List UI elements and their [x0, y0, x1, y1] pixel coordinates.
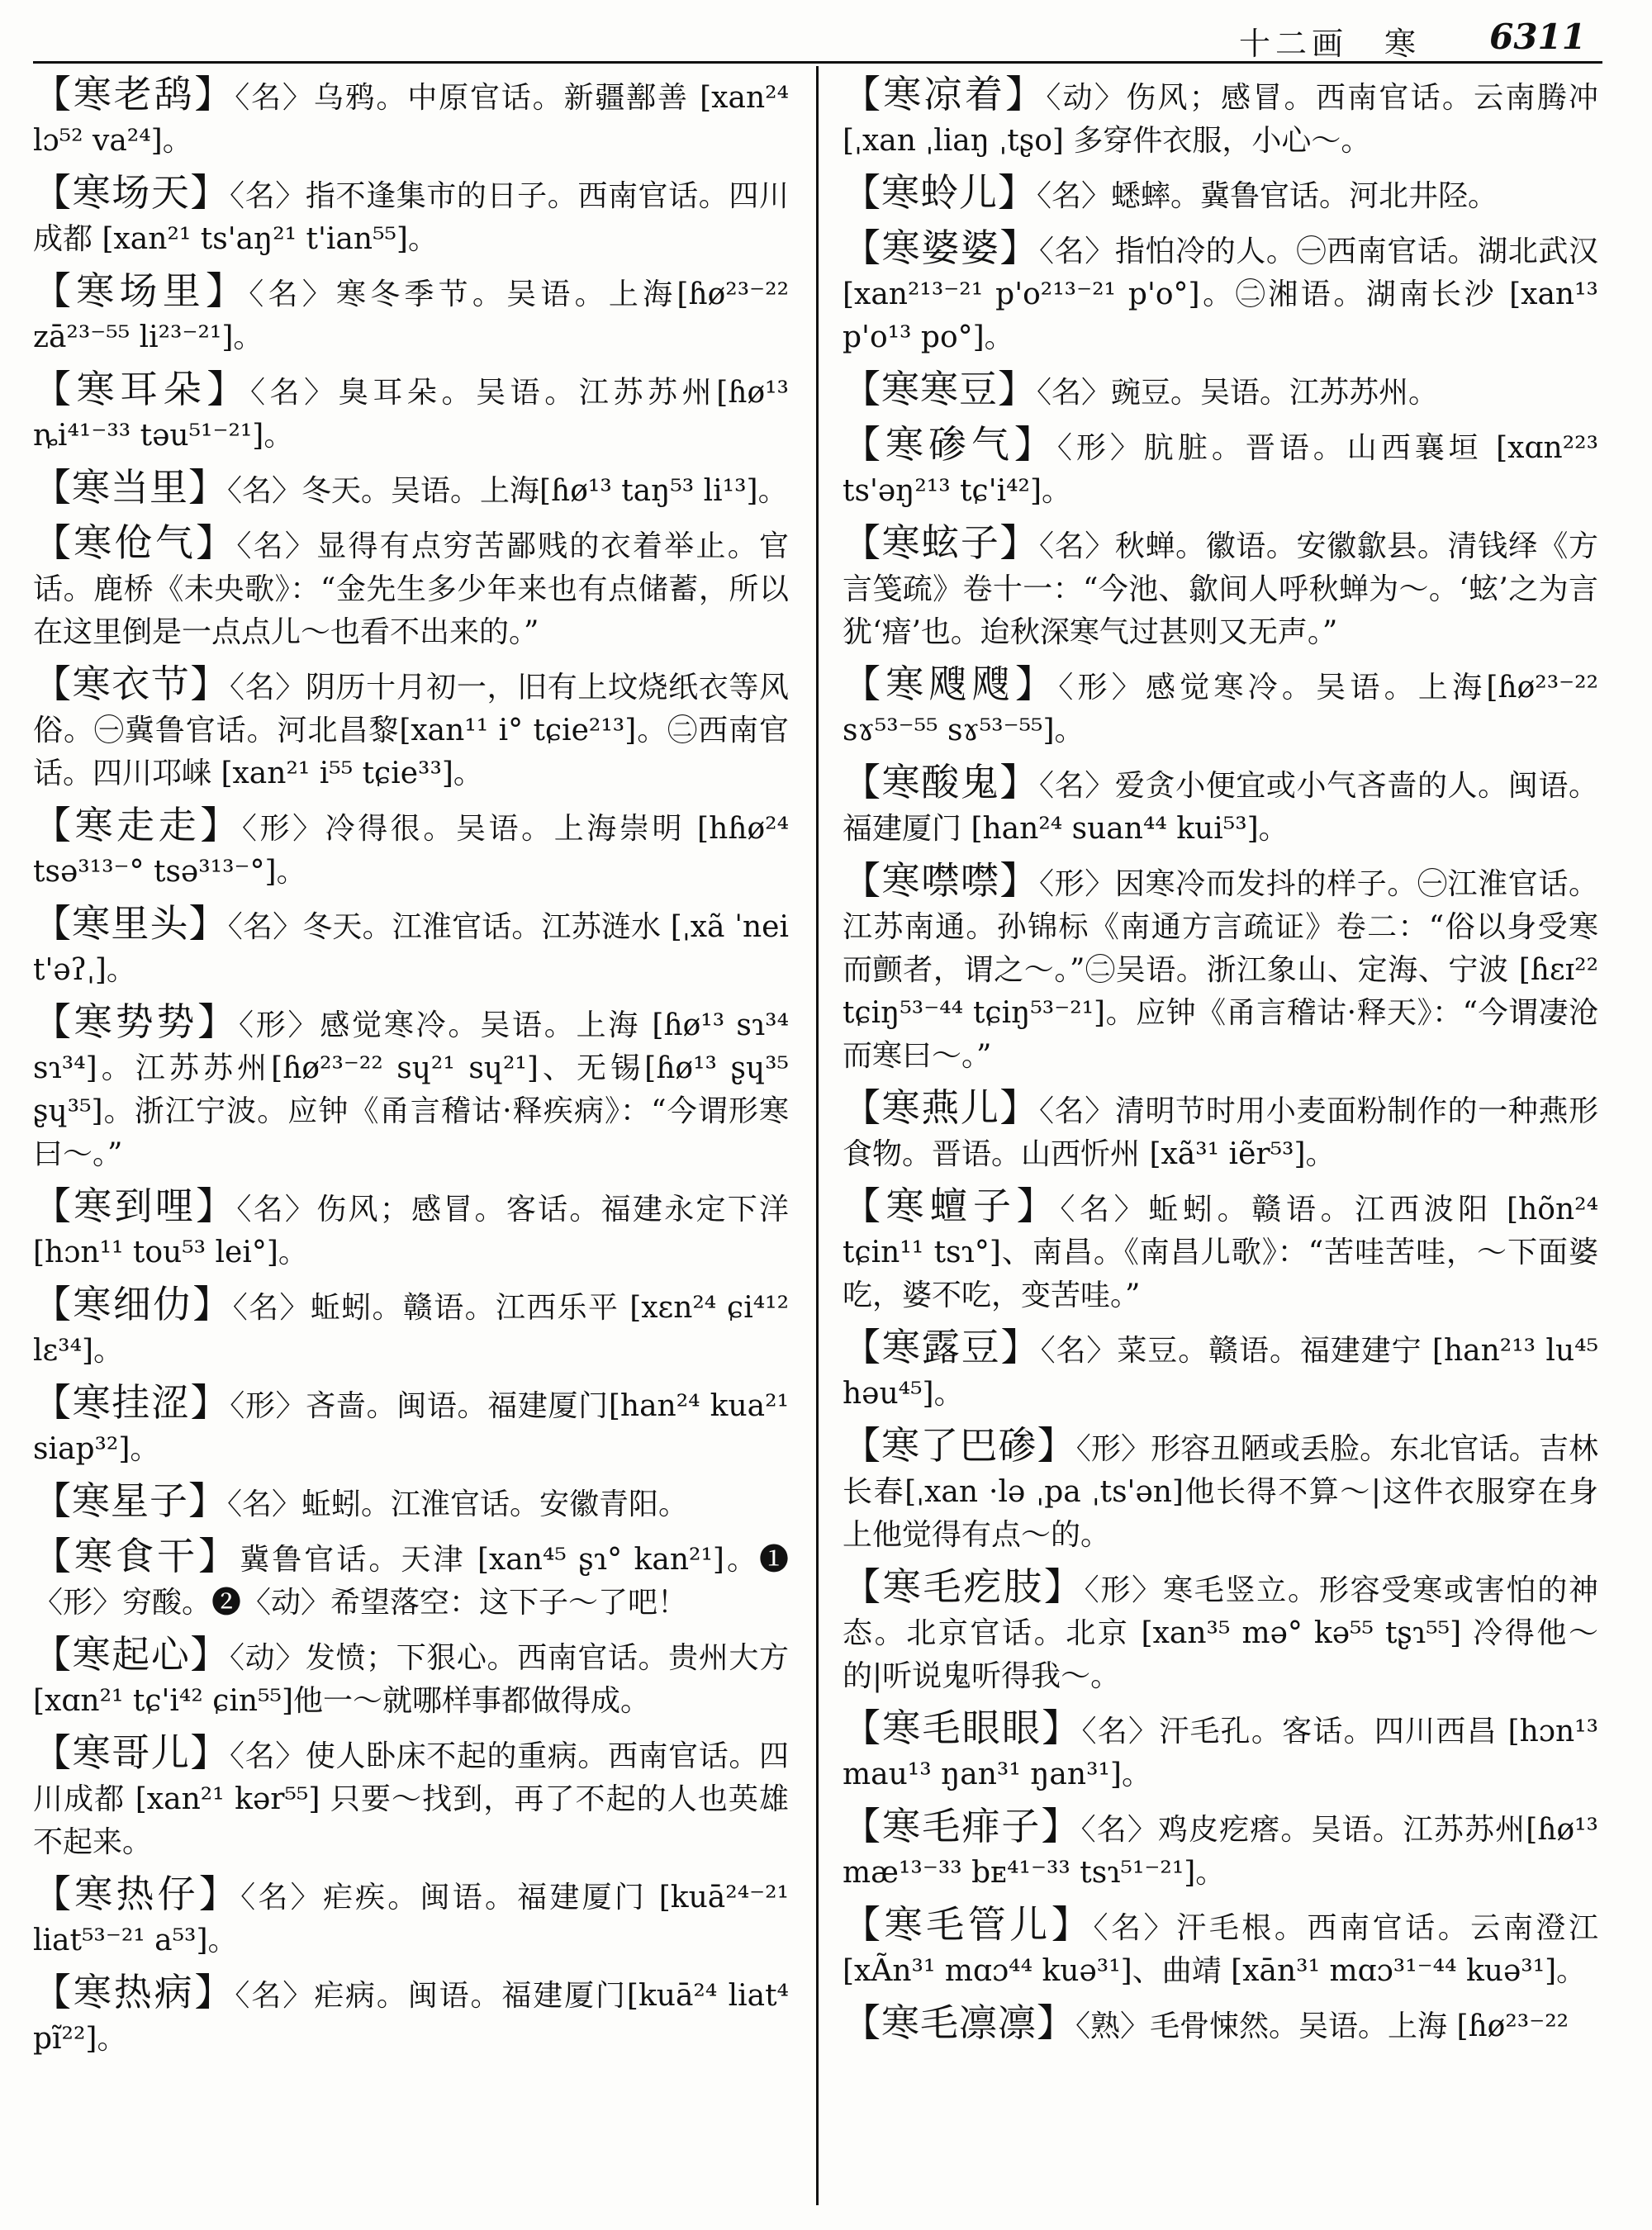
entry-headword: 【寒了巴碜】 [843, 1423, 1076, 1468]
dictionary-entry [33, 1971, 789, 2061]
entry-headword: 【寒里头】 [33, 901, 228, 946]
dictionary-entry [33, 1184, 789, 1274]
entry-definition: 〈名〉显得有点穷苦鄙贱的衣着举止。官话。鹿桥《未央歌》：“金先生多少年来也有点储蓄，所以在这里倒是一点点儿～也看不出来的。” [33, 529, 789, 649]
column-divider [816, 66, 819, 2205]
section-title: 十二画 寒 [1238, 26, 1421, 62]
entry-definition: 〈熟〉毛骨悚然。吴语。上海 [ɦø²³⁻²² [1075, 2009, 1569, 2043]
dictionary-entry [843, 226, 1598, 359]
entry-definition: 〈动〉伤风；感冒。西南官话。云南腾冲 [ˌxan ˌliaŋ ˌtʂo] 多穿件衣服，小心～。 [843, 81, 1598, 158]
entry-definition: 〈名〉汗毛孔。客话。四川西昌 [hɔn¹³ mau¹³ ŋan³¹ ŋan³¹]。 [843, 1715, 1599, 1791]
entry-definition: 〈名〉汗毛根。西南官话。云南澄江 [xÃn³¹ mɑɔ⁴⁴ kuə³¹]、曲靖 [xān³¹ mɑɔ³¹⁻⁴⁴ kuə³¹]。 [843, 1911, 1598, 1988]
entry-headword: 【寒场天】 [33, 170, 230, 215]
dictionary-entry [843, 521, 1598, 654]
entry-definition: 〈名〉疟疾。闽语。福建厦门 [kuā²⁴⁻²¹ liat⁵³⁻²¹ a⁵³]。 [33, 1881, 789, 1957]
dictionary-entry [33, 1872, 789, 1962]
entry-definition: 〈名〉蚯蚓。赣语。江西乐平 [xɛn²⁴ ɕi⁴¹² lɛ³⁴]。 [33, 1291, 790, 1368]
entry-headword: 【寒耳朵】 [33, 367, 250, 411]
dictionary-entry [843, 1326, 1598, 1416]
dictionary-entry [33, 662, 789, 795]
dictionary-entry [33, 1633, 789, 1723]
entry-definition: 〈形〉寒毛竖立。形容受寒或害怕的神态。北京官话。北京 [xan³⁵ mə° kə⁵⁵ tʂɿ⁵⁵] 冷得他～的|听说鬼听得我～。 [843, 1573, 1598, 1693]
entry-headword: 【寒碜气】 [843, 422, 1057, 467]
dictionary-entry [843, 73, 1598, 163]
entry-headword: 【寒露豆】 [843, 1325, 1041, 1369]
entry-headword: 【寒当里】 [33, 465, 227, 510]
dictionary-entry [33, 1535, 789, 1625]
entry-definition: 〈名〉菜豆。赣语。福建建宁 [han²¹³ lu⁴⁵ həu⁴⁵]。 [843, 1334, 1598, 1411]
entry-definition: 〈名〉爱贪小便宜或小气吝啬的人。闽语。福建厦门 [han²⁴ suan⁴⁴ kui⁵³]。 [843, 769, 1598, 846]
entry-headword: 【寒毛管儿】 [843, 1902, 1094, 1947]
dictionary-entry [843, 2001, 1598, 2048]
entry-definition: 〈名〉使人卧床不起的重病。西南官话。四川成都 [xan²¹ kər⁵⁵] 只要～找到，再了不起的人也英雄不起来。 [33, 1739, 789, 1859]
entry-definition: 〈动〉发愤；下狠心。西南官话。贵州大方 [xɑn²¹ tɕ'i⁴² ɕin⁵⁵]他一～就哪样事都做得成。 [33, 1641, 789, 1718]
entry-headword: 【寒毛痱子】 [843, 1804, 1081, 1848]
entry-headword: 【寒婆婆】 [843, 225, 1040, 270]
entry-definition: 〈名〉豌豆。吴语。江苏苏州。 [1037, 376, 1439, 410]
dictionary-entry [33, 521, 789, 654]
entry-headword: 【寒寒豆】 [843, 367, 1037, 411]
entry-headword: 【寒势势】 [33, 999, 239, 1044]
dictionary-entry [33, 804, 789, 894]
entry-headword: 【寒到哩】 [33, 1184, 237, 1228]
dictionary-entry [843, 171, 1598, 218]
entry-definition: 〈名〉蚯蚓。江淮官话。安徽青阳。 [227, 1487, 689, 1521]
entry-headword: 【寒飕飕】 [843, 662, 1059, 706]
entry-definition: 〈名〉指怕冷的人。㊀西南官话。湖北武汉 [xan²¹³⁻²¹ p'o²¹³⁻²¹ p'o°]。㊁湘语。湖南长沙 [xan¹³ p'o¹³ po°]。 [843, 235, 1598, 354]
entry-definition: 〈形〉感觉寒冷。吴语。上海[ɦø²³⁻²² sɤ⁵³⁻⁵⁵ sɤ⁵³⁻⁵⁵]。 [843, 671, 1599, 747]
entry-headword: 【寒燕儿】 [843, 1085, 1040, 1130]
entry-definition: 〈名〉秋蝉。徽语。安徽歙县。清钱绎《方言笺疏》卷十一：“今池、歙间人呼秋蝉为～。‘蚿’之为言犹‘瘖’也。迨秋深寒气过甚则又无声。” [843, 529, 1598, 649]
entry-headword: 【寒细仂】 [33, 1282, 233, 1326]
entry-definition: 〈形〉形容丑陋或丢脸。东北官话。吉林长春[ˌxan ·lə ˌpa ˌts'ən]他长得不算～|这件衣服穿在身上他觉得有点～的。 [843, 1432, 1598, 1552]
entry-definition: 〈名〉阴历十月初一，旧有上坟烧纸衣等风俗。㊀冀鲁官话。河北昌黎[xan¹¹ i° tɕie²¹³]。㊁西南官话。四川邛崃 [xan²¹ i⁵⁵ tɕie³³]。 [33, 671, 789, 790]
entry-definition: 〈名〉冬天。江淮官话。江苏涟水 [ˌxã ˈnei t'əʔˌ]。 [33, 910, 789, 987]
right-column [843, 73, 1598, 2057]
dictionary-entry [33, 1381, 789, 1471]
entry-headword: 【寒衣节】 [33, 662, 230, 706]
dictionary-entry [33, 73, 789, 163]
entry-definition: 〈名〉伤风；感冒。客话。福建永定下洋 [hɔn¹¹ tou⁵³ lei°]。 [33, 1193, 789, 1269]
dictionary-entry [843, 859, 1598, 1078]
dictionary-entry [843, 1184, 1598, 1317]
entry-headword: 【寒蟺子】 [843, 1184, 1061, 1228]
dictionary-entry [843, 1903, 1598, 1993]
entry-definition: 〈名〉蚯蚓。赣语。江西波阳 [hõn²⁴ tɕin¹¹ tsɿ°]、南昌。《南昌儿歌》：“苦哇苦哇，～下面婆吃，婆不吃，变苦哇。” [843, 1193, 1599, 1312]
entry-headword: 【寒老鸹】 [33, 72, 235, 116]
entry-definition: 〈名〉臭耳朵。吴语。江苏苏州[ɦø¹³ ȵi⁴¹⁻³³ təu⁵¹⁻²¹]。 [33, 376, 789, 453]
dictionary-entry [843, 1706, 1598, 1796]
dictionary-entry [33, 1731, 789, 1864]
dictionary-entry [33, 466, 789, 513]
entry-definition: 〈形〉冷得很。吴语。上海崇明 [hɦø²⁴ tsə³¹³⁻° tsə³¹³⁻°]。 [33, 812, 789, 889]
dictionary-entry [33, 368, 789, 458]
dictionary-entry [33, 1000, 789, 1176]
entry-headword: 【寒酸鬼】 [843, 760, 1040, 804]
entry-headword: 【寒挂涩】 [33, 1380, 230, 1425]
entry-definition: 〈名〉乌鸦。中原官话。新疆鄯善 [xan²⁴ lɔ⁵² va²⁴]。 [33, 81, 789, 158]
entry-headword: 【寒毛眼眼】 [843, 1706, 1082, 1750]
entry-headword: 【寒起心】 [33, 1632, 230, 1677]
left-column [33, 73, 789, 2069]
entry-headword: 【寒星子】 [33, 1478, 227, 1523]
entry-definition: 〈名〉鸡皮疙瘩。吴语。江苏苏州[ɦø¹³ mæ¹³⁻³³ bᴇ⁴¹⁻³³ tsɿ⁵¹⁻²¹]。 [843, 1813, 1598, 1890]
entry-headword: 【寒蚿子】 [843, 520, 1040, 565]
dictionary-entry [33, 1479, 789, 1526]
entry-definition: 〈名〉冬天。吴语。上海[ɦø¹³ taŋ⁵³ li¹³]。 [227, 474, 788, 508]
entry-headword: 【寒蛉儿】 [843, 170, 1037, 215]
dictionary-entry [843, 1565, 1598, 1698]
dictionary-entry [843, 1086, 1598, 1176]
entry-definition: 〈名〉清明节时用小麦面粉制作的一种燕形食物。晋语。山西忻州 [xã³¹ iẽr⁵³]。 [843, 1094, 1598, 1171]
dictionary-entry [33, 171, 789, 261]
entry-headword: 【寒场里】 [33, 268, 249, 313]
entry-headword: 【寒噤噤】 [843, 858, 1040, 903]
dictionary-entry [843, 1424, 1598, 1557]
dictionary-entry [33, 269, 789, 359]
entry-definition: 〈形〉因寒冷而发抖的样子。㊀江淮官话。江苏南通。孙锦标《南通方言疏证》卷二：“俗以身受寒而颤者，谓之～。”㊁吴语。浙江象山、定海、宁波 [ɦɛɪ²² tɕiŋ⁵³⁻⁴⁴ tɕiŋ⁵³⁻²¹]。应钟《甬言稽诂·释天》：“今谓凄沧而寒曰～。” [843, 867, 1598, 1073]
entry-headword: 【寒毛疙肢】 [843, 1564, 1085, 1609]
page-number: 6311 [1489, 17, 1586, 57]
entry-headword: 【寒走走】 [33, 803, 242, 847]
entry-headword: 【寒凉着】 [843, 72, 1047, 116]
dictionary-entry [843, 368, 1598, 415]
entry-headword: 【寒食干】 [33, 1534, 240, 1578]
entry-definition: 〈名〉疟病。闽语。福建厦门[kuā²⁴ liat⁴ pĩ²²]。 [33, 1979, 789, 2056]
entry-headword: 【寒毛凛凛】 [843, 2000, 1075, 2045]
entry-headword: 【寒热仔】 [33, 1872, 241, 1916]
entry-definition: 〈形〉感觉寒冷。吴语。上海 [ɦø¹³ sɿ³⁴ sɿ³⁴]。江苏苏州[ɦø²³⁻²² sɥ²¹ sɥ²¹]、无锡[ɦø¹³ ʂɥ³⁵ ʂɥ³⁵]。浙江宁波。应钟《甬言稽诂·释疾病》：“今谓形寒曰～。” [33, 1008, 790, 1171]
entry-definition: 〈名〉指不逢集市的日子。西南官话。四川成都 [xan²¹ ts'aŋ²¹ t'ian⁵⁵]。 [33, 179, 789, 256]
page-header [33, 12, 1602, 64]
dictionary-entry [843, 662, 1598, 752]
entry-headword: 【寒哥儿】 [33, 1730, 230, 1775]
dictionary-entry [33, 1283, 789, 1373]
entry-definition: 冀鲁官话。天津 [xan⁴⁵ ʂɿ° kan²¹]。❶〈形〉穷酸。❷〈动〉希望落空：这下子～了吧！ [33, 1543, 789, 1620]
entry-headword: 【寒伧气】 [33, 520, 237, 565]
dictionary-entry [33, 902, 789, 992]
entry-definition: 〈名〉蟋蟀。冀鲁官话。河北井陉。 [1037, 179, 1498, 213]
dictionary-entry [843, 423, 1598, 513]
entry-definition: 〈形〉肮脏。晋语。山西襄垣 [xɑn²²³ ts'əŋ²¹³ tɕ'i⁴²]。 [843, 431, 1598, 508]
entry-definition: 〈名〉寒冬季节。吴语。上海[ɦø²³⁻²² zā²³⁻⁵⁵ li²³⁻²¹]。 [33, 278, 790, 354]
entry-definition: 〈形〉吝啬。闽语。福建厦门[han²⁴ kua²¹ siap³²]。 [33, 1389, 790, 1466]
entry-headword: 【寒热病】 [33, 1970, 235, 2014]
dictionary-entry [843, 1805, 1598, 1895]
dictionary-entry [843, 761, 1598, 851]
